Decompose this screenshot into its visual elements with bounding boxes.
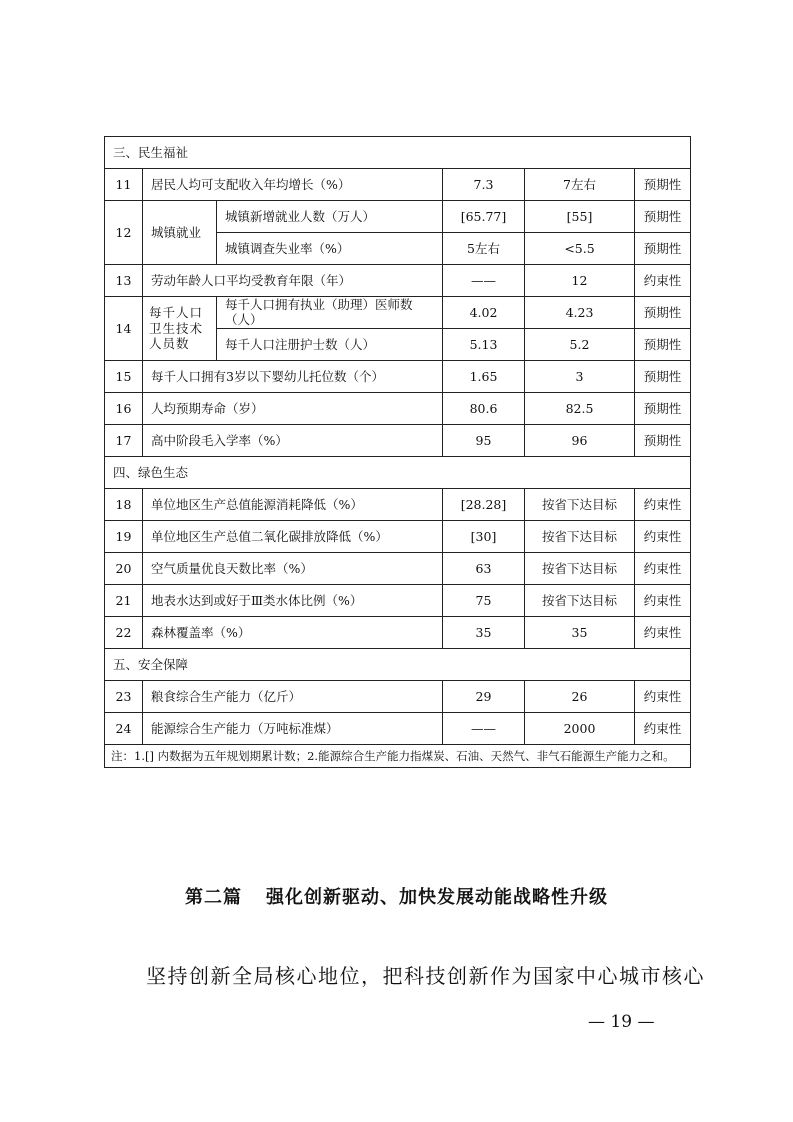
- target-value: 35: [525, 617, 635, 649]
- target-value: [55]: [525, 201, 635, 233]
- target-value: 5.2: [525, 329, 635, 361]
- indicator-type: 预期性: [635, 233, 691, 265]
- table-row: [105, 521, 691, 553]
- page-number: — 19 —: [588, 1012, 655, 1032]
- table-row: [105, 201, 691, 233]
- indicator-table: [104, 136, 691, 768]
- indicator-name: 高中阶段毛入学率（%）: [143, 425, 443, 457]
- base-value: 5左右: [443, 233, 525, 265]
- table-row: [105, 489, 691, 521]
- indicator-type: 约束性: [635, 617, 691, 649]
- indicator-category: 每千人口卫生技术人员数: [143, 297, 217, 361]
- target-value: 12: [525, 265, 635, 297]
- indicator-category: 城镇就业: [143, 201, 217, 265]
- indicator-name: 每千人口拥有3岁以下婴幼儿托位数（个）: [143, 361, 443, 393]
- row-number: 11: [105, 169, 143, 201]
- indicator-name: 空气质量优良天数比率（%）: [143, 553, 443, 585]
- indicator-type: 约束性: [635, 265, 691, 297]
- table-row: [105, 265, 691, 297]
- indicator-name: 每千人口注册护士数（人）: [217, 329, 443, 361]
- indicator-type: 预期性: [635, 297, 691, 329]
- indicator-name: 每千人口拥有执业（助理）医师数（人）: [217, 297, 443, 329]
- table-row: [105, 169, 691, 201]
- chapter-part: 第二篇: [185, 887, 242, 908]
- chapter-title: 强化创新驱动、加快发展动能战略性升级: [266, 887, 608, 908]
- table-row: [105, 681, 691, 713]
- indicator-type: 约束性: [635, 553, 691, 585]
- table-note: 注：1.[] 内数据为五年规划期累计数；2.能源综合生产能力指煤炭、石油、天然气、非气石能源生产能力之和。: [105, 745, 691, 768]
- indicator-type: 预期性: [635, 169, 691, 201]
- base-value: 29: [443, 681, 525, 713]
- target-value: 按省下达目标: [525, 585, 635, 617]
- table-row: [105, 553, 691, 585]
- table-row: [105, 425, 691, 457]
- table-row: [105, 585, 691, 617]
- base-value: ——: [443, 713, 525, 745]
- base-value: 1.65: [443, 361, 525, 393]
- target-value: <5.5: [525, 233, 635, 265]
- row-number: 13: [105, 265, 143, 297]
- section-row: [105, 137, 691, 169]
- base-value: 95: [443, 425, 525, 457]
- row-number: 23: [105, 681, 143, 713]
- base-value: [28.28]: [443, 489, 525, 521]
- base-value: 35: [443, 617, 525, 649]
- target-value: 7左右: [525, 169, 635, 201]
- row-number: 21: [105, 585, 143, 617]
- row-number: 14: [105, 297, 143, 361]
- indicator-name: 单位地区生产总值二氧化碳排放降低（%）: [143, 521, 443, 553]
- row-number: 17: [105, 425, 143, 457]
- table-row: [105, 617, 691, 649]
- indicator-name: 城镇新增就业人数（万人）: [217, 201, 443, 233]
- base-value: [30]: [443, 521, 525, 553]
- section-row: [105, 457, 691, 489]
- target-value: 4.23: [525, 297, 635, 329]
- table-note-row: [105, 745, 691, 768]
- indicator-name: 地表水达到或好于Ⅲ类水体比例（%）: [143, 585, 443, 617]
- body-paragraph: 坚持创新全局核心地位，把科技创新作为国家中心城市核心: [146, 964, 705, 988]
- base-value: 4.02: [443, 297, 525, 329]
- target-value: 26: [525, 681, 635, 713]
- table-row: [105, 393, 691, 425]
- base-value: 63: [443, 553, 525, 585]
- indicator-type: 约束性: [635, 713, 691, 745]
- indicator-type: 约束性: [635, 489, 691, 521]
- section-heading: 三、民生福祉: [105, 137, 691, 169]
- row-number: 18: [105, 489, 143, 521]
- indicator-name: 粮食综合生产能力（亿斤）: [143, 681, 443, 713]
- base-value: 5.13: [443, 329, 525, 361]
- indicator-name: 森林覆盖率（%）: [143, 617, 443, 649]
- section-heading: 五、安全保障: [105, 649, 691, 681]
- target-value: 3: [525, 361, 635, 393]
- section-heading: 四、绿色生态: [105, 457, 691, 489]
- indicator-name: 人均预期寿命（岁）: [143, 393, 443, 425]
- row-number: 12: [105, 201, 143, 265]
- base-value: ——: [443, 265, 525, 297]
- indicator-type: 预期性: [635, 393, 691, 425]
- table-row: [105, 361, 691, 393]
- target-value: 2000: [525, 713, 635, 745]
- indicator-type: 约束性: [635, 681, 691, 713]
- base-value: [65.77]: [443, 201, 525, 233]
- chapter-heading: [0, 883, 793, 909]
- row-number: 24: [105, 713, 143, 745]
- base-value: 7.3: [443, 169, 525, 201]
- indicator-type: 约束性: [635, 521, 691, 553]
- indicator-name: 居民人均可支配收入年均增长（%）: [143, 169, 443, 201]
- row-number: 15: [105, 361, 143, 393]
- row-number: 22: [105, 617, 143, 649]
- indicator-type: 预期性: [635, 329, 691, 361]
- indicator-type: 预期性: [635, 361, 691, 393]
- row-number: 20: [105, 553, 143, 585]
- target-value: 82.5: [525, 393, 635, 425]
- row-number: 16: [105, 393, 143, 425]
- table-row: [105, 297, 691, 329]
- indicator-type: 预期性: [635, 425, 691, 457]
- target-value: 按省下达目标: [525, 489, 635, 521]
- indicator-type: 预期性: [635, 201, 691, 233]
- indicator-name: 城镇调查失业率（%）: [217, 233, 443, 265]
- base-value: 75: [443, 585, 525, 617]
- indicator-name: 单位地区生产总值能源消耗降低（%）: [143, 489, 443, 521]
- target-value: 96: [525, 425, 635, 457]
- target-value: 按省下达目标: [525, 521, 635, 553]
- indicator-name: 能源综合生产能力（万吨标准煤）: [143, 713, 443, 745]
- table-row: [105, 713, 691, 745]
- indicator-name: 劳动年龄人口平均受教育年限（年）: [143, 265, 443, 297]
- section-row: [105, 649, 691, 681]
- target-value: 按省下达目标: [525, 553, 635, 585]
- indicator-type: 约束性: [635, 585, 691, 617]
- row-number: 19: [105, 521, 143, 553]
- base-value: 80.6: [443, 393, 525, 425]
